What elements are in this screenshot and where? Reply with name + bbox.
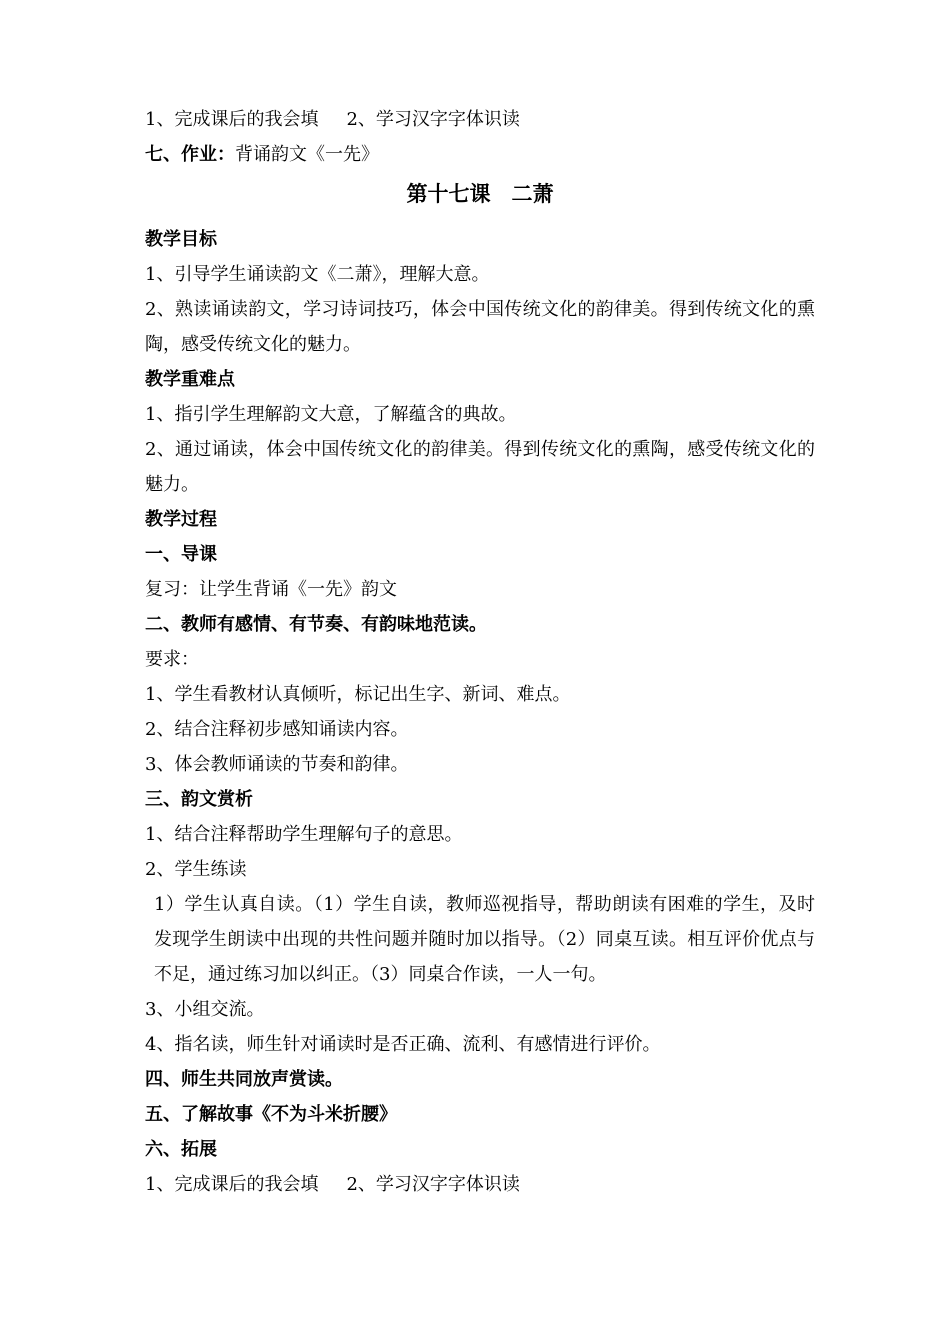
section-6-task-font-reading: 2、学习汉字字体识读 xyxy=(346,1174,520,1195)
section-3-item-3: 3、小组交流。 xyxy=(145,999,265,1020)
section-1-heading: 一、导课 xyxy=(145,544,217,565)
document-page xyxy=(145,102,815,1202)
lesson-title: 第十七课 二萧 xyxy=(406,181,554,206)
section-2-heading: 二、教师有感情、有节奏、有韵味地范读。 xyxy=(145,614,487,635)
section-5-heading: 五、了解故事《不为斗米折腰》 xyxy=(145,1104,397,1125)
key-points-heading: 教学重难点 xyxy=(145,369,235,390)
homework-label: 七、作业： xyxy=(145,144,235,165)
process-heading: 教学过程 xyxy=(145,509,217,530)
goal-1: 1、引导学生诵读韵文《二萧》，理解大意。 xyxy=(145,264,490,285)
task-fill-in: 1、完成课后的我会填 xyxy=(145,109,319,130)
homework-text: 背诵韵文《一先》 xyxy=(235,144,379,165)
section-6-task-fill-in: 1、完成课后的我会填 xyxy=(145,1174,319,1195)
goals-heading: 教学目标 xyxy=(145,229,217,250)
task-font-reading: 2、学习汉字字体识读 xyxy=(346,109,520,130)
section-2-item-1: 1、学生看教材认真倾听，标记出生字、新词、难点。 xyxy=(145,684,571,705)
section-1-text: 复习：让学生背诵《一先》韵文 xyxy=(145,579,397,600)
section-2-requirements: 要求： xyxy=(145,649,199,670)
section-2-item-2: 2、结合注释初步感知诵读内容。 xyxy=(145,719,409,740)
section-4-heading: 四、师生共同放声赏读。 xyxy=(145,1069,343,1090)
top-tasks-line xyxy=(145,102,815,137)
homework-line xyxy=(145,137,815,172)
goal-2: 2、熟读诵读韵文，学习诗词技巧，体会中国传统文化的韵律美。得到传统文化的熏陶，感受传统文化的魅力。 xyxy=(145,299,815,355)
section-6-tasks-line xyxy=(145,1167,815,1202)
section-6-heading: 六、拓展 xyxy=(145,1139,217,1160)
key-point-1: 1、指引学生理解韵文大意，了解蕴含的典故。 xyxy=(145,404,517,425)
section-3-item-2: 2、学生练读 xyxy=(145,859,247,880)
section-3-paragraph: 1）学生认真自读。（1）学生自读，教师巡视指导，帮助朗读有困难的学生，及时发现学生朗读中出现的共性问题并随时加以指导。（2）同桌互读。相互评价优点与不足，通过练习加以纠正。（3）同桌合作读，一人一句。 xyxy=(154,894,815,985)
key-point-2: 2、通过诵读，体会中国传统文化的韵律美。得到传统文化的熏陶，感受传统文化的魅力。 xyxy=(145,439,815,495)
section-3-item-4: 4、指名读，师生针对诵读时是否正确、流利、有感情进行评价。 xyxy=(145,1034,661,1055)
section-3-heading: 三、韵文赏析 xyxy=(145,789,253,810)
section-3-item-1: 1、结合注释帮助学生理解句子的意思。 xyxy=(145,824,463,845)
section-2-item-3: 3、体会教师诵读的节奏和韵律。 xyxy=(145,754,409,775)
